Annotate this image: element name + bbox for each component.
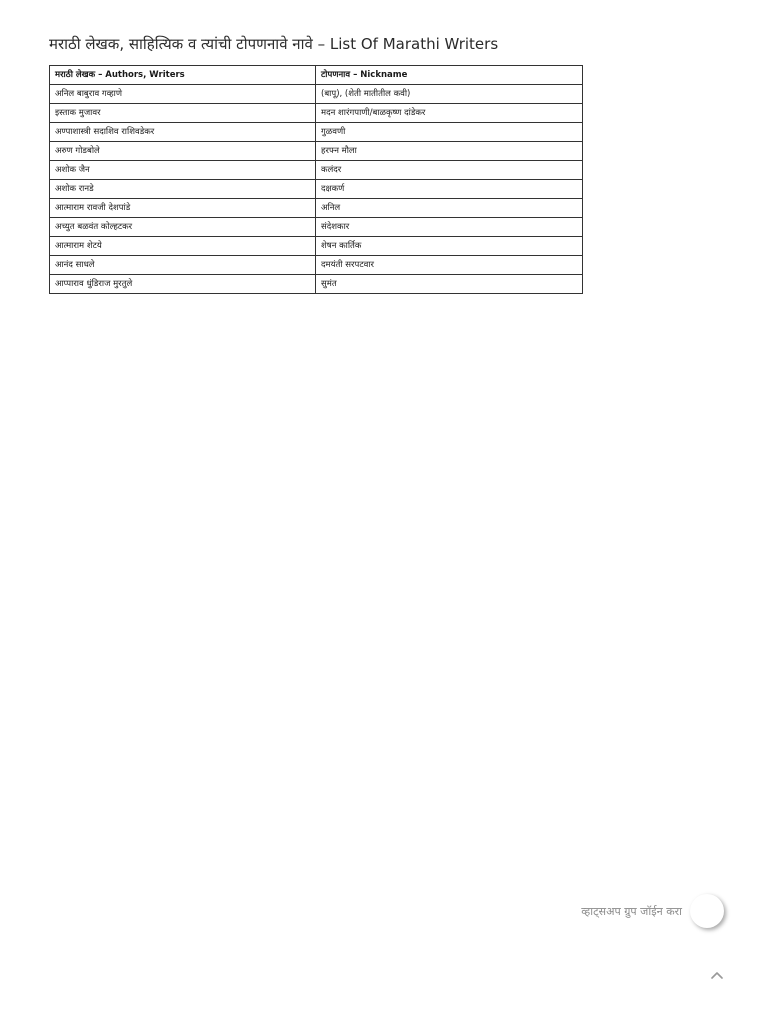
table-row (50, 218, 583, 237)
table-body (50, 85, 583, 294)
nickname-cell: सुमंत (316, 275, 583, 294)
whatsapp-join-label: व्हाट्सअप ग्रुप जॉईन करा (581, 904, 682, 918)
nickname-cell: मदन शारंगपाणी/बाळकृष्ण दांडेकर (316, 104, 583, 123)
nickname-cell: दक्षकर्ण (316, 180, 583, 199)
table-row (50, 275, 583, 294)
table-row (50, 161, 583, 180)
author-cell: आप्पाराव धुंडिराज मुरतुले (50, 275, 316, 294)
author-cell: आत्माराम शेटये (50, 237, 316, 256)
table-header-row (50, 66, 583, 85)
column-header-nickname: टोपणनाव – Nickname (316, 66, 583, 85)
nickname-cell: (बापू), (शेती मातीतील कवी) (316, 85, 583, 104)
nickname-cell: संदेशकार (316, 218, 583, 237)
nickname-cell: कलंदर (316, 161, 583, 180)
author-cell: अच्युत बळवंत कोल्हटकर (50, 218, 316, 237)
whatsapp-icon (690, 894, 724, 928)
nickname-cell: दमयंती सरपटवार (316, 256, 583, 275)
table-row (50, 142, 583, 161)
table-row (50, 237, 583, 256)
table-row (50, 85, 583, 104)
nickname-cell: हरफ्न मौला (316, 142, 583, 161)
table-row (50, 104, 583, 123)
table-row (50, 199, 583, 218)
author-cell: इस्ताक मुजावर (50, 104, 316, 123)
nickname-cell: अनिल (316, 199, 583, 218)
author-cell: अशोक रानडे (50, 180, 316, 199)
writers-table (49, 65, 583, 294)
table-row (50, 256, 583, 275)
nickname-cell: शेषन कार्तिक (316, 237, 583, 256)
author-cell: अरुण गोडबोले (50, 142, 316, 161)
whatsapp-join-button[interactable] (548, 892, 724, 930)
scroll-to-top-button[interactable] (706, 964, 728, 986)
author-cell: आत्माराम रावजी देशपांडे (50, 199, 316, 218)
column-header-author: मराठी लेखक – Authors, Writers (50, 66, 316, 85)
author-cell: अण्पाशास्त्री सदाशिव राशिवडेकर (50, 123, 316, 142)
chevron-up-icon (711, 971, 723, 979)
table-row (50, 180, 583, 199)
nickname-cell: गुळवणी (316, 123, 583, 142)
author-cell: अनिल बाबुराव गव्हाणे (50, 85, 316, 104)
author-cell: आनंद साधले (50, 256, 316, 275)
author-cell: अशोक जैन (50, 161, 316, 180)
page-title: मराठी लेखक, साहित्यिक व त्यांची टोपणनावे नावे – List Of Marathi Writers (49, 35, 499, 53)
table-row (50, 123, 583, 142)
